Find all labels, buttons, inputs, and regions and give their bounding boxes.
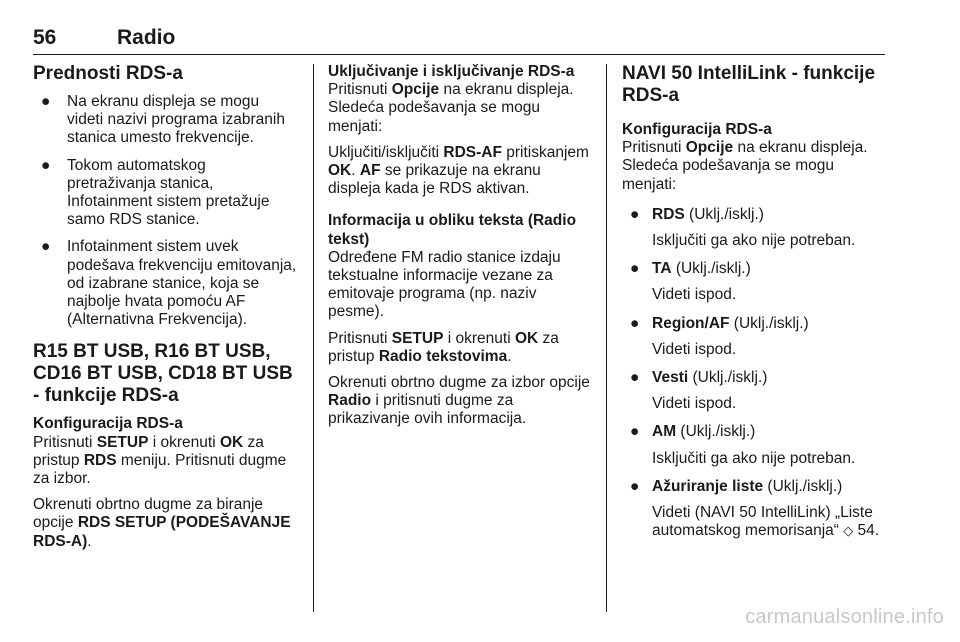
list-item: ● AM (Uklj./isklj.) Isključiti ga ako nije potreban.: [630, 423, 856, 467]
bullet-icon: ●: [630, 260, 640, 278]
list-item: ● Region/AF (Uklj./isklj.) Videti ispod.: [630, 314, 809, 358]
list-item: ● RDS (Uklj./isklj.) Isključiti ga ako nije potreban.: [630, 205, 856, 250]
subheading-config: Konfiguracija RDS-a: [33, 415, 183, 433]
advantages-list: [33, 93, 297, 329]
bullet-icon: ●: [630, 205, 640, 223]
subheading-radio-text: Informacija u obliku teksta (Radio tekst): [328, 212, 577, 248]
bullet-icon: ●: [630, 423, 640, 441]
paragraph: Okrenuti obrtno dugme za izbor opcije Radio i pritisnuti dugme za prikazivanje ovih informacija.: [328, 374, 590, 428]
bullet-icon: ●: [630, 477, 640, 495]
heading-rds-advantages: Prednosti RDS-a: [33, 63, 183, 84]
list-item: ● Infotainment sistem uvek podešava frekvenciju emitovanja, od izabrane stanice, koja se najbolje hvata pomoću AF (Alternativna Frekvencija).: [41, 238, 297, 329]
column-right: [622, 63, 890, 550]
column-left: [33, 63, 297, 559]
list-item: ● Ažuriranje liste (Uklj./isklj.) Videti (NAVI 50 IntelliLink) „Liste automatskog memorisanja“ ◇ 54.: [630, 477, 880, 540]
paragraph: Određene FM radio stanice izdaju tekstualne informacije vezane za emitovaje programa (np. naziv pesme).: [328, 248, 561, 321]
column-divider: [313, 64, 314, 612]
subheading-rds-toggle: Uključivanje i isključivanje RDS-a: [328, 63, 575, 80]
bullet-icon: ●: [41, 238, 51, 256]
column-middle: [328, 63, 596, 437]
bullet-icon: ●: [630, 314, 640, 332]
heading-navi50-functions: NAVI 50 IntelliLink - funkcije RDS-a: [622, 63, 876, 106]
list-item: ● TA (Uklj./isklj.) Videti ispod.: [630, 260, 751, 304]
paragraph: Pritisnuti Opcije na ekranu displeja. Sledeća podešavanja se mogu menjati:: [622, 139, 868, 193]
list-item: ● Tokom automatskog pretraživanja stanica, Infotainment sistem pretažuje samo RDS stanice.: [41, 156, 270, 229]
paragraph: Pritisnuti Opcije na ekranu displeja. Sledeća podešavanja se mogu menjati:: [328, 81, 574, 135]
page-reference-link[interactable]: 54.: [853, 522, 880, 540]
column-divider: [606, 64, 607, 612]
bullet-icon: ●: [41, 156, 51, 174]
paragraph: Okrenuti obrtno dugme za biranje opcije RDS SETUP (PODEŠAVANJE RDS-A).: [33, 496, 291, 550]
list-item: ● Na ekranu displeja se mogu videti nazivi programa izabranih stanica umesto frekvencije.: [41, 93, 285, 147]
page-number: 56: [33, 26, 57, 49]
page-section-title: Radio: [117, 26, 176, 49]
subheading-config: Konfiguracija RDS-a: [622, 121, 772, 138]
page-header: [33, 22, 885, 55]
bullet-icon: ●: [630, 369, 640, 387]
paragraph: Uključiti/isključiti RDS-AF pritiskanjem OK. AF se prikazuje na ekranu displeja kada je RDS aktivan.: [328, 143, 589, 198]
heading-r15-functions: R15 BT USB, R16 BT USB, CD16 BT USB, CD18 BT USB - funkcije RDS-a: [33, 341, 293, 407]
paragraph: Pritisnuti SETUP i okrenuti OK za pristup RDS meniju. Pritisnuti dugme za izbor.: [33, 433, 287, 488]
watermark: carmanualsonline.info: [745, 606, 944, 628]
page-reference-icon: ◇: [843, 523, 854, 539]
paragraph: Pritisnuti SETUP i okrenuti OK za pristup Radio tekstovima.: [328, 329, 559, 365]
list-item: ● Vesti (Uklj./isklj.) Videti ispod.: [630, 369, 768, 413]
bullet-icon: ●: [41, 93, 51, 110]
settings-list: [622, 206, 890, 541]
